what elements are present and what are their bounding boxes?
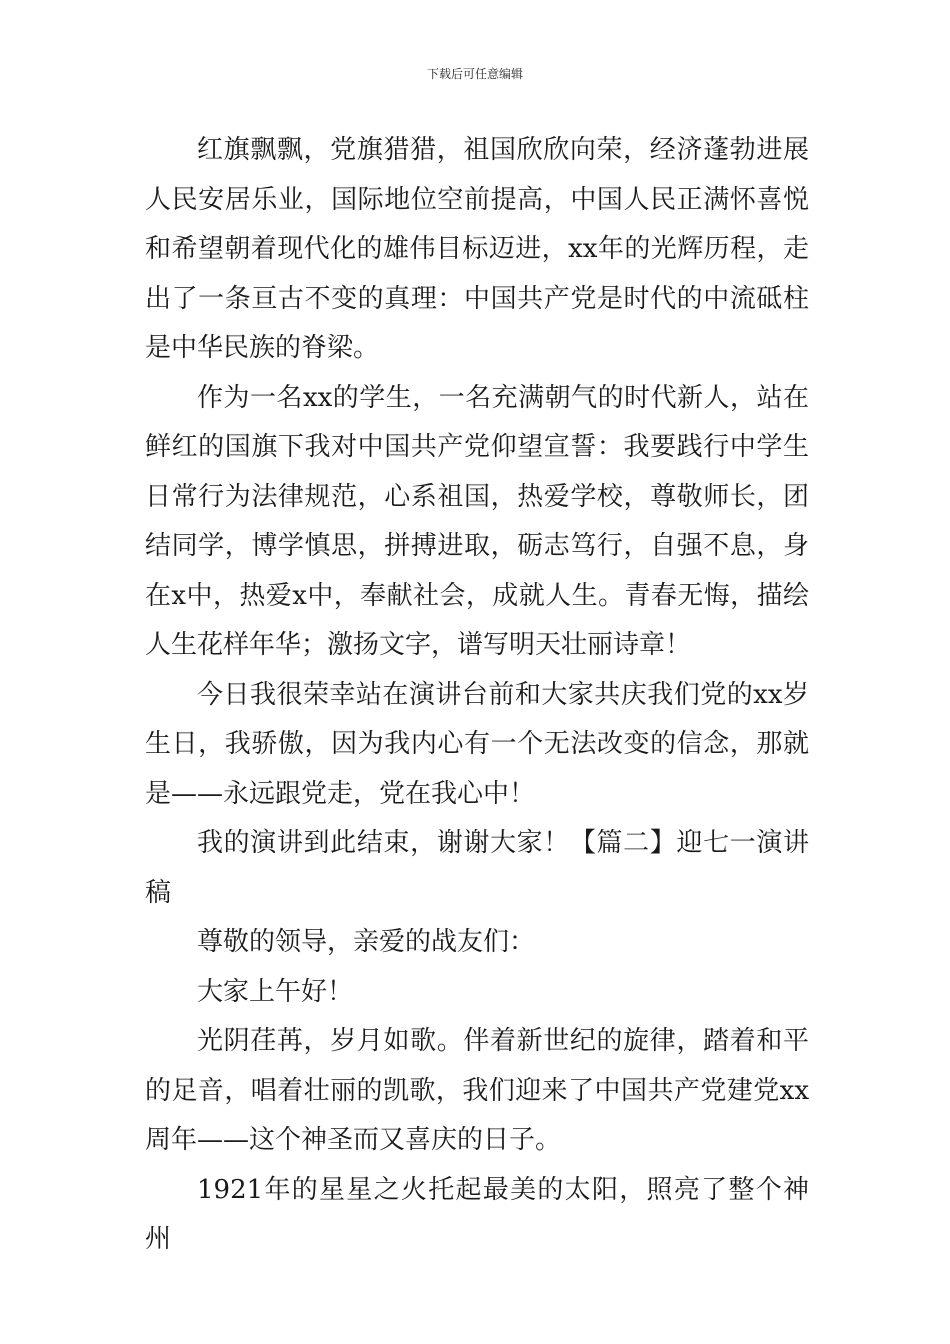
paragraph: 大家上午好！: [197, 976, 354, 1007]
paragraph: 1921年的星星之火托起最美的太阳，照亮了整个神州: [145, 1174, 809, 1254]
paragraph: 尊敬的领导，亲爱的战友们：: [197, 927, 536, 957]
paragraph: 作为一名xx的学生，一名充满朝气的时代新人，站在鲜红的国旗下我对中国共产党仰望宣誓：我要践行中学生日常行为法律规范，心系祖国，热爱学校，尊敬师长，团结同学，博学慎思，拼搏进取，砺志笃行，自强不息，身在x中，热爱x中，奉献社会，成就人生。青春无悔，描绘人生花样年华；激扬文字，谱写明天壮丽诗章！: [145, 382, 809, 660]
page-header: 下载后可任意编辑: [426, 67, 523, 81]
paragraph: 光阴荏苒，岁月如歌。伴着新世纪的旋律，踏着和平的足音，唱着壮丽的凯歌，我们迎来了中国共产党建党xx周年——这个神圣而又喜庆的日子。: [145, 1026, 809, 1155]
paragraph: 今日我很荣幸站在演讲台前和大家共庆我们党的xx岁生日，我骄傲，因为我内心有一个无法改变的信念，那就是——永远跟党走，党在我心中！: [145, 679, 809, 809]
paragraph: 我的演讲到此结束，谢谢大家！【篇二】迎七一演讲稿: [145, 828, 809, 908]
paragraph: 红旗飘飘，党旗猎猎，祖国欣欣向荣，经济蓬勃进展人民安居乐业，国际地位空前提高，中国人民正满怀喜悦和希望朝着现代化的雄伟目标迈进，xx年的光辉历程，走出了一条亘古不变的真理：中国共产党是时代的中流砥柱是中华民族的脊梁。: [145, 135, 809, 363]
document-body: [145, 126, 809, 1265]
